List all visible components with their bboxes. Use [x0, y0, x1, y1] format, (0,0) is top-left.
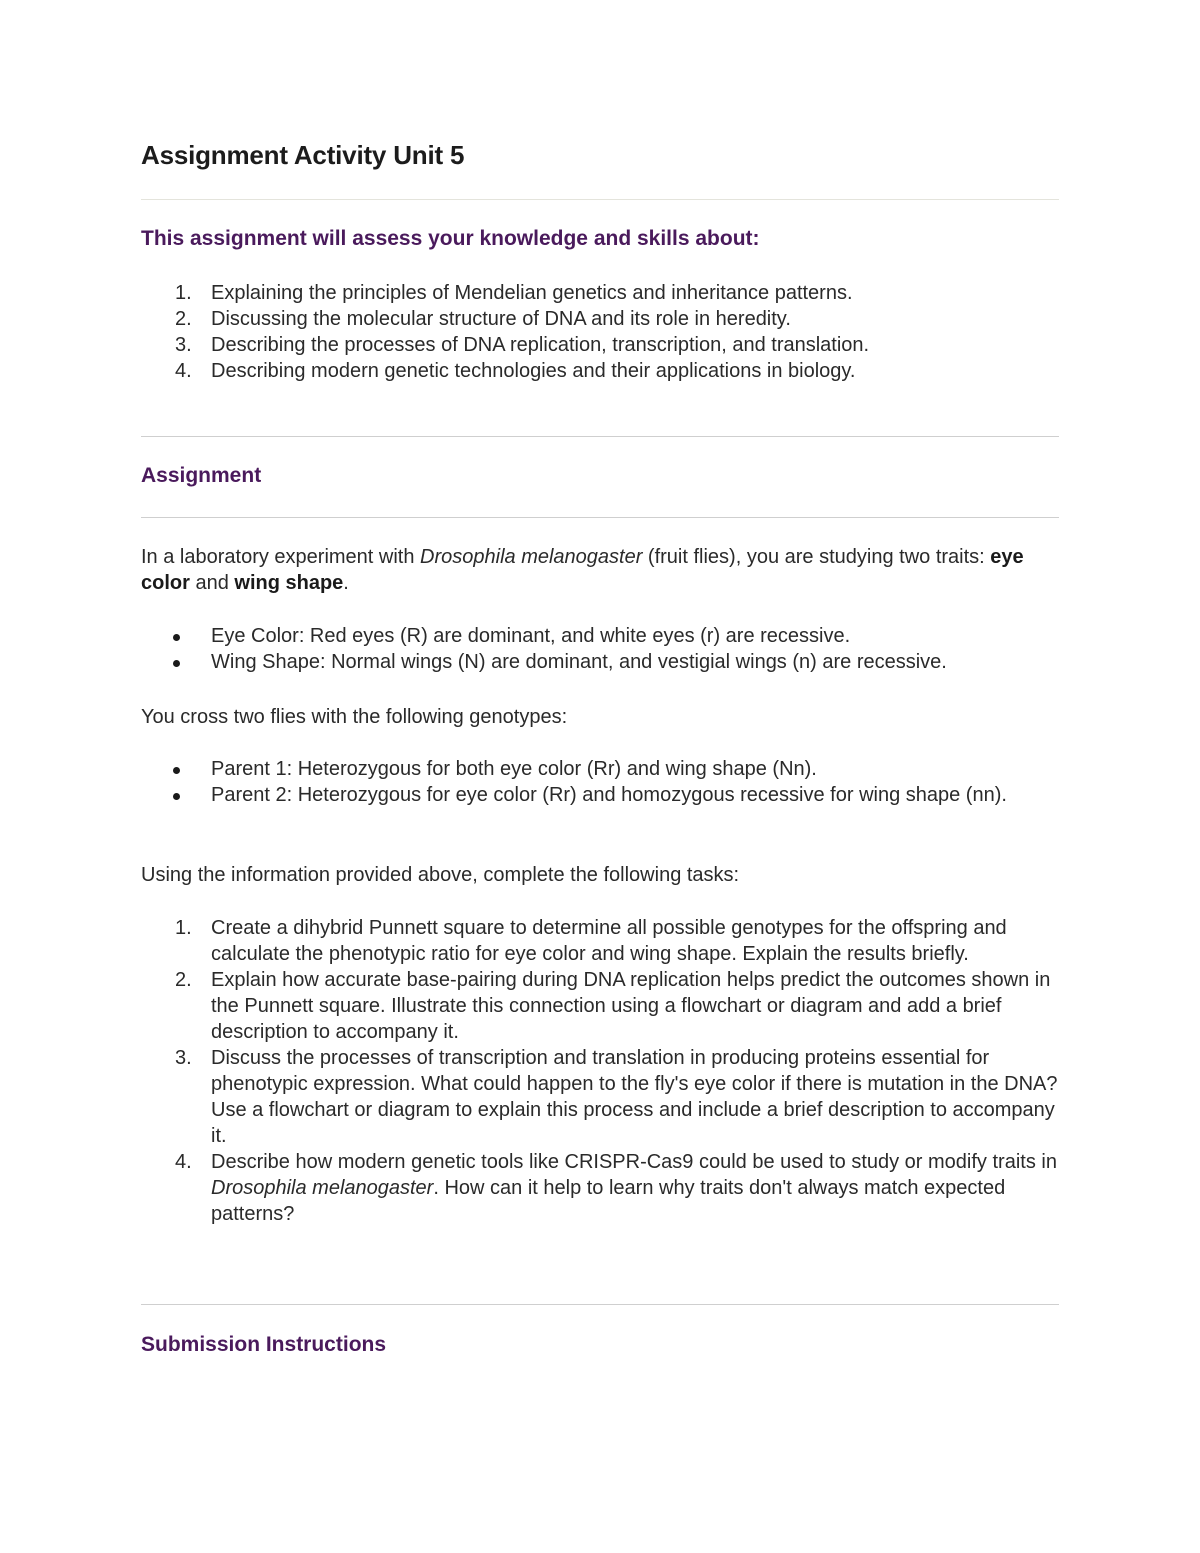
divider — [141, 436, 1059, 437]
parent-text: Parent 1: Heterozygous for both eye color (Rr) and wing shape (Nn). — [211, 758, 817, 780]
task-text — [211, 1151, 1057, 1225]
assignment-intro — [141, 544, 1059, 596]
list-item — [141, 967, 1059, 1045]
tasks-list — [141, 915, 1059, 1227]
divider — [141, 1304, 1059, 1305]
organism-name: Drosophila melanogaster — [420, 546, 643, 568]
list-item — [141, 623, 1059, 649]
list-item — [141, 756, 1059, 782]
list-item — [141, 306, 1059, 332]
intro-text: and — [189, 572, 235, 594]
trait-text: Wing Shape: Normal wings (N) are dominant, and vestigial wings (n) are recessive. — [211, 651, 947, 673]
list-item — [141, 782, 1059, 808]
list-marker: 1. — [175, 917, 192, 939]
trait-eye-color: eye color — [141, 546, 1024, 594]
parent-text: Parent 2: Heterozygous for eye color (Rr) and homozygous recessive for wing shape (nn). — [211, 784, 1007, 806]
list-marker: 3. — [175, 334, 192, 356]
list-marker: 2. — [175, 969, 192, 991]
traits-list — [141, 623, 1059, 675]
list-item — [141, 649, 1059, 675]
list-item — [141, 332, 1059, 358]
submission-heading: Submission Instructions — [141, 1333, 387, 1356]
bullet-icon — [173, 660, 180, 667]
intro-text: (fruit flies), you are studying two traits: — [642, 546, 991, 568]
trait-text: Eye Color: Red eyes (R) are dominant, and white eyes (r) are recessive. — [211, 625, 851, 647]
objective-text: Explaining the principles of Mendelian genetics and inheritance patterns. — [211, 282, 853, 304]
objective-text: Discussing the molecular structure of DNA and its role in heredity. — [211, 308, 791, 330]
list-item — [141, 915, 1059, 967]
bullet-icon — [173, 767, 180, 774]
list-marker: 4. — [175, 1151, 192, 1173]
list-item — [141, 1045, 1059, 1149]
task-text: Explain how accurate base-pairing during DNA replication helps predict the outcomes shown in the Punnett square. Illustrate this connection using a flowchart or diagram and add a brief description to accompany it. — [211, 969, 1051, 1043]
page-title: Assignment Activity Unit 5 — [141, 140, 465, 170]
bullet-icon — [173, 634, 180, 641]
list-marker: 3. — [175, 1047, 192, 1069]
objectives-list — [141, 280, 1059, 384]
objectives-heading: This assignment will assess your knowledge and skills about: — [141, 227, 760, 250]
cross-intro: You cross two flies with the following genotypes: — [141, 706, 568, 728]
list-item — [141, 280, 1059, 306]
parents-list — [141, 756, 1059, 808]
bullet-icon — [173, 793, 180, 800]
trait-wing-shape: wing shape — [234, 572, 344, 594]
task-text-part: . How can it help to learn why traits don't always match expected patterns? — [211, 1177, 1006, 1225]
list-marker: 2. — [175, 308, 192, 330]
list-item — [141, 358, 1059, 384]
objective-text: Describing the processes of DNA replication, transcription, and translation. — [211, 334, 870, 356]
list-marker: 4. — [175, 360, 192, 382]
organism-name: Drosophila melanogaster — [211, 1177, 434, 1199]
objective-text: Describing modern genetic technologies and their applications in biology. — [211, 360, 856, 382]
divider — [141, 517, 1059, 518]
tasks-intro: Using the information provided above, complete the following tasks: — [141, 864, 740, 886]
list-marker: 1. — [175, 282, 192, 304]
divider — [141, 199, 1059, 200]
task-text: Discuss the processes of transcription and translation in producing proteins essential for phenotypic expression. What could happen to the fly's eye color if there is mutation in the DNA? Use a flowchart or diagram to explain this process and include a brief description to accompany it. — [211, 1047, 1058, 1147]
assignment-heading: Assignment — [141, 464, 262, 487]
task-text: Create a dihybrid Punnett square to determine all possible genotypes for the offspring and calculate the phenotypic ratio for eye color and wing shape. Explain the results briefly. — [211, 917, 1007, 965]
intro-text: . — [343, 572, 349, 594]
task-text-part: Describe how modern genetic tools like CRISPR-Cas9 could be used to study or modify traits in — [211, 1151, 1057, 1173]
list-item — [141, 1149, 1059, 1227]
intro-text: In a laboratory experiment with — [141, 546, 421, 568]
